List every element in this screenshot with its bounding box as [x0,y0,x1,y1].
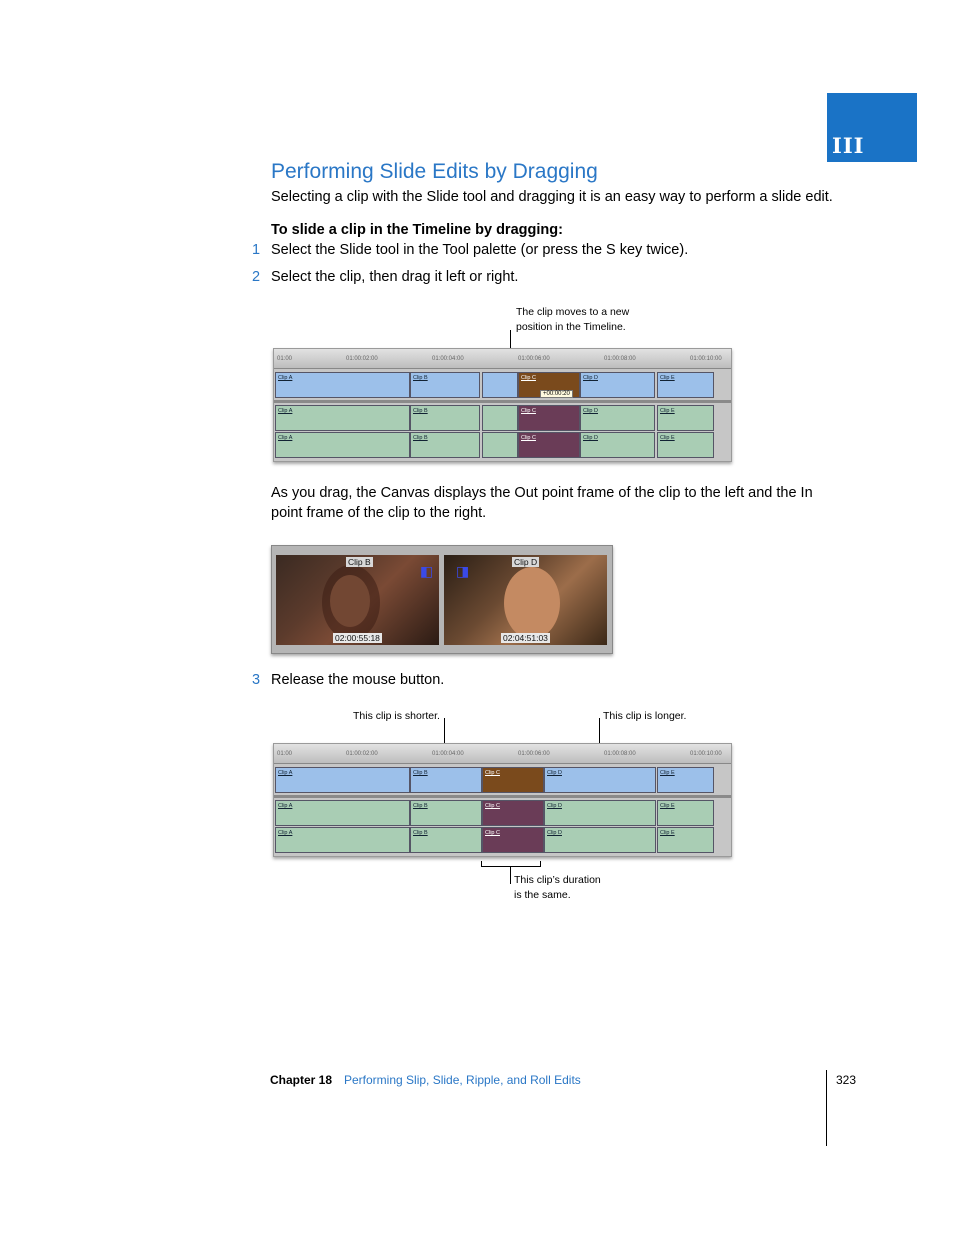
part-tab-label: III [832,133,865,158]
clip-label: Clip C [485,830,500,836]
clip-d-audio[interactable] [544,800,656,826]
ruler-tick: 01:00 [277,751,293,757]
ruler-tick: 01:00:04:00 [432,356,464,362]
step-1-number: 1 [252,242,261,258]
callout-same-duration [514,873,601,903]
step-3-text: Release the mouse button. [271,672,445,688]
step-2-number: 2 [252,269,261,285]
clip-label: Clip E [660,803,675,809]
clip-d-audio-2[interactable] [580,432,655,458]
clip-label: Clip D [547,770,562,776]
canvas-right-label: Clip D [514,557,538,567]
intro-paragraph: Selecting a clip with the Slide tool and dragging it is an easy way to perform a slide edit. [271,189,833,205]
footer-chapter-title[interactable]: Performing Slip, Slide, Ripple, and Roll Edits [344,1073,581,1087]
callout-clip-moves-line1: The clip moves to a new [516,306,630,318]
clip-label: Clip A [278,830,293,836]
clip-label: Clip B [413,830,428,836]
same-bracket-left [481,861,482,866]
right-frame-person [504,567,560,639]
audio-track-1 [274,800,731,826]
audio-track-2 [274,827,731,853]
ruler-tick: 01:00:04:00 [432,751,464,757]
clip-b-audio-ghost [482,405,518,431]
clip-a-audio-2[interactable] [275,827,410,853]
drag-paragraph-line2: point frame of the clip to the right. [271,505,487,521]
clip-label: Clip A [278,803,293,809]
clip-label: Clip C [485,803,500,809]
clip-label: Clip E [660,375,675,381]
ruler-tick: 01:00 [277,356,293,362]
callout-clip-moves-line2: position in the Timeline. [516,321,626,333]
drag-offset-tooltip: +00:00:20 [540,390,573,398]
callout-shorter: This clip is shorter. [353,710,440,722]
in-point-icon: ◨ [456,563,470,579]
step-2-text: Select the clip, then drag it left or right. [271,269,519,285]
clip-label: Clip D [583,435,598,441]
clip-label: Clip A [278,435,293,441]
part-tab [827,93,917,162]
clip-c-audio[interactable] [482,800,544,826]
clip-a-audio[interactable] [275,405,410,431]
clip-label: Clip E [660,435,675,441]
track-separator [274,795,731,798]
clip-label: Clip C [521,408,536,414]
clip-d-audio-2[interactable] [544,827,656,853]
track-separator [274,400,731,403]
footer-divider [826,1070,827,1146]
canvas-left-timecode: 02:00:55:18 [335,633,380,643]
clip-label: Clip D [547,830,562,836]
clip-c-video[interactable] [482,767,544,793]
procedure-title: To slide a clip in the Timeline by dragging: [271,222,563,238]
canvas-right-frame [444,555,607,645]
footer-chapter: Chapter 18 [270,1073,333,1087]
clip-b-audio-2[interactable] [410,827,482,853]
step-3-number: 3 [252,672,261,688]
ruler-tick: 01:00:08:00 [604,356,636,362]
clip-label: Clip B [413,435,428,441]
left-frame-hair [322,565,380,640]
clip-e-video[interactable] [657,767,714,793]
callout-clip-moves [516,305,629,335]
clip-label: Clip E [660,770,675,776]
clip-e-audio[interactable] [657,405,714,431]
clip-b-audio[interactable] [410,800,482,826]
timeline-ruler [274,349,731,369]
clip-e-audio-2[interactable] [657,827,714,853]
section-heading: Performing Slide Edits by Dragging [271,160,598,183]
clip-label: Clip D [547,803,562,809]
step-1-text: Select the Slide tool in the Tool palette (or press the S key twice). [271,242,689,258]
clip-label: Clip B [413,803,428,809]
clip-label: Clip E [660,408,675,414]
clip-label: Clip D [583,375,598,381]
canvas-two-up-display [271,545,613,654]
clip-label: Clip C [521,435,536,441]
clip-label: Clip E [660,830,675,836]
clip-b-audio[interactable] [410,405,480,431]
clip-label: Clip C [485,770,500,776]
audio-track-1 [274,405,731,431]
clip-a-audio-2[interactable] [275,432,410,458]
clip-label: Clip A [278,375,293,381]
clip-label: Clip B [413,375,428,381]
clip-d-audio[interactable] [580,405,655,431]
audio-track-2 [274,432,731,458]
same-bracket [481,866,541,867]
clip-b-video[interactable] [410,372,480,398]
clip-a-video[interactable] [275,372,410,398]
canvas-right-timecode: 02:04:51:03 [503,633,548,643]
ruler-tick: 01:00:08:00 [604,751,636,757]
callout-same-line1: This clip’s duration [514,874,601,886]
clip-label: Clip D [583,408,598,414]
clip-e-video[interactable] [657,372,714,398]
ruler-tick: 01:00:06:00 [518,356,550,362]
clip-label: Clip A [278,770,293,776]
video-track [274,767,731,793]
ruler-tick: 01:00:10:00 [690,356,722,362]
timeline-ruler [274,744,731,764]
ruler-tick: 01:00:02:00 [346,751,378,757]
clip-label: Clip B [413,770,428,776]
clip-d-video[interactable] [580,372,655,398]
clip-label: Clip A [278,408,293,414]
clip-a-audio[interactable] [275,800,410,826]
callout-same-line2: is the same. [514,889,571,901]
drag-paragraph [271,483,813,523]
drag-paragraph-line1: As you drag, the Canvas displays the Out point frame of the clip to the left and the In [271,485,813,501]
clip-a-video[interactable] [275,767,410,793]
callout-longer: This clip is longer. [603,710,687,722]
clip-e-audio[interactable] [657,800,714,826]
timeline-during-drag [273,348,732,462]
ruler-tick: 01:00:02:00 [346,356,378,362]
page-number: 323 [836,1073,857,1087]
clip-b-ghost [482,372,518,398]
canvas-left-label: Clip B [348,557,371,567]
clip-c-audio-2[interactable] [518,432,580,458]
canvas-left-frame [276,555,439,645]
clip-b-audio-2[interactable] [410,432,480,458]
clip-c-audio-2[interactable] [482,827,544,853]
same-bracket-right [540,861,541,866]
video-track [274,372,731,398]
clip-label: Clip B [413,408,428,414]
clip-d-video[interactable] [544,767,656,793]
clip-c-audio[interactable] [518,405,580,431]
same-leader-line [510,866,511,884]
ruler-tick: 01:00:06:00 [518,751,550,757]
timeline-after-release [273,743,732,857]
clip-e-audio-2[interactable] [657,432,714,458]
clip-label: Clip C [521,375,536,381]
ruler-tick: 01:00:10:00 [690,751,722,757]
clip-b-audio-2-ghost [482,432,518,458]
clip-b-video[interactable] [410,767,482,793]
out-point-icon: ◧ [420,563,434,579]
